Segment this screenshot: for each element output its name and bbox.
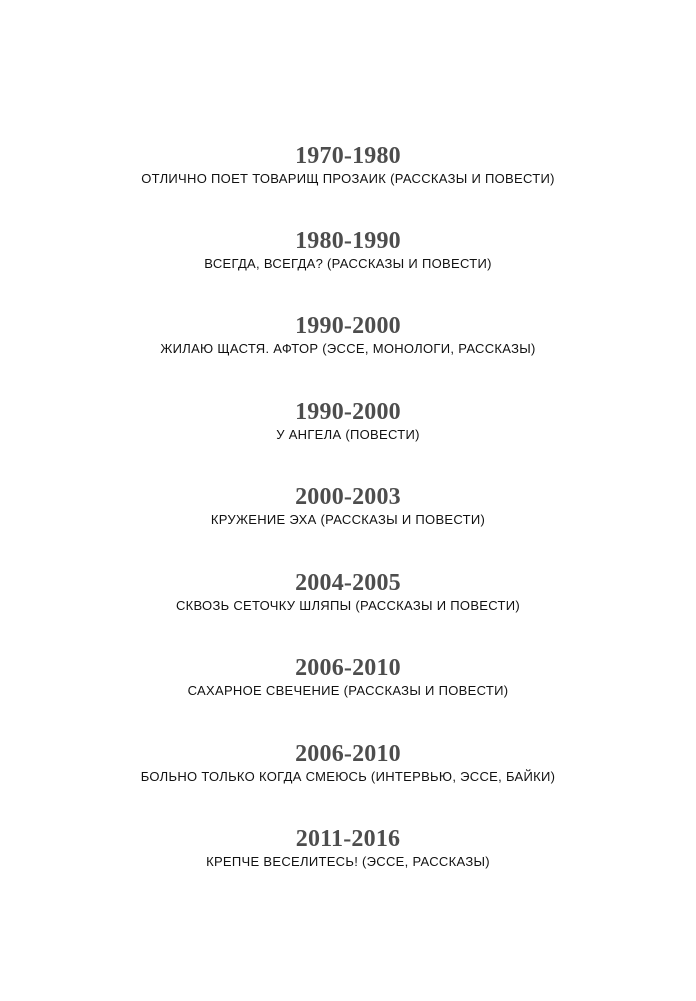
entry-years: 1970-1980 <box>295 143 401 169</box>
toc-entry <box>0 484 696 528</box>
entry-years: 1990-2000 <box>295 399 401 425</box>
toc-entry <box>0 570 696 614</box>
entry-book-title: У АНГЕЛА (ПОВЕСТИ) <box>276 427 420 442</box>
entry-years: 2000-2003 <box>295 484 401 510</box>
entry-years: 2011-2016 <box>295 826 401 852</box>
toc-entry <box>0 399 696 443</box>
entry-years: 2004-2005 <box>295 570 401 596</box>
toc-entry <box>0 826 696 870</box>
entry-book-title: ВСЕГДА, ВСЕГДА? (РАССКАЗЫ И ПОВЕСТИ) <box>204 256 492 271</box>
entry-years: 1990-2000 <box>295 313 401 339</box>
toc-entry <box>0 313 696 357</box>
entry-book-title: КРУЖЕНИЕ ЭХА (РАССКАЗЫ И ПОВЕСТИ) <box>210 512 486 527</box>
entry-years: 1980-1990 <box>295 228 401 254</box>
toc-entry <box>0 143 696 187</box>
entry-book-title: БОЛЬНО ТОЛЬКО КОГДА СМЕЮСЬ (ИНТЕРВЬЮ, ЭССЕ, БАЙКИ) <box>140 769 556 784</box>
entry-book-title: КРЕПЧЕ ВЕСЕЛИТЕСЬ! (ЭССЕ, РАССКАЗЫ) <box>206 854 490 869</box>
entry-book-title: ЖИЛАЮ ЩАСТЯ. АФТОР (ЭССЕ, МОНОЛОГИ, РАССКАЗЫ) <box>160 341 536 356</box>
entry-book-title: ОТЛИЧНО ПОЕТ ТОВАРИЩ ПРОЗАИК (РАССКАЗЫ И ПОВЕСТИ) <box>141 171 555 186</box>
toc-entry <box>0 655 696 699</box>
toc-entry <box>0 741 696 785</box>
entry-years: 2006-2010 <box>295 655 401 681</box>
entry-years: 2006-2010 <box>295 741 401 767</box>
entry-book-title: САХАРНОЕ СВЕЧЕНИЕ (РАССКАЗЫ И ПОВЕСТИ) <box>187 683 509 698</box>
entry-book-title: СКВОЗЬ СЕТОЧКУ ШЛЯПЫ (РАССКАЗЫ И ПОВЕСТИ) <box>175 598 521 613</box>
toc-entry <box>0 228 696 272</box>
